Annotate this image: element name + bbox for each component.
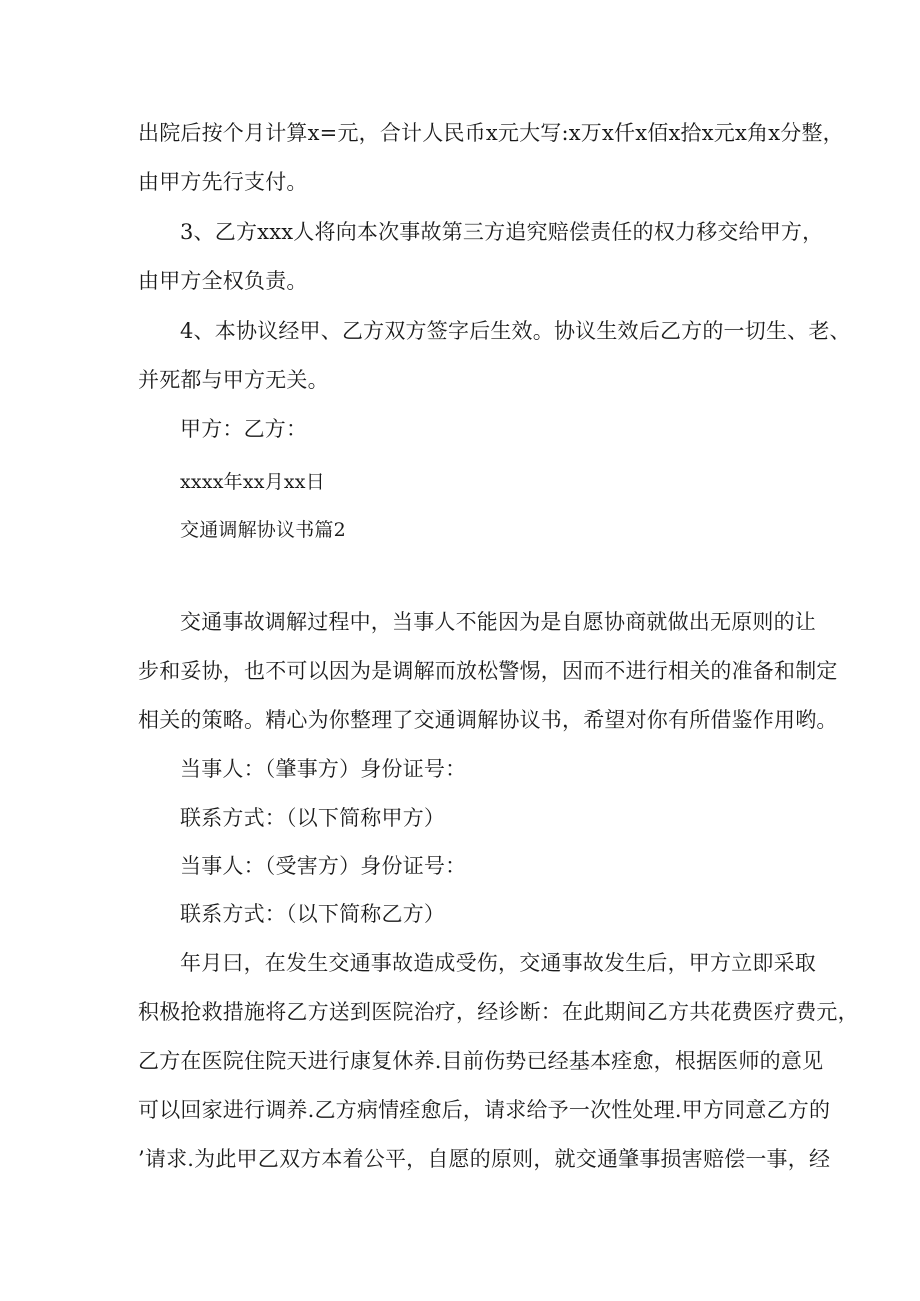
body-line: ’请求.为此甲乙双方本着公平，自愿的原则，就交通肇事损害赔偿一事，经 xyxy=(138,1147,831,1171)
contact-line: 联系方式：（以下简称乙方） xyxy=(180,902,446,926)
clause-4-line: 4、本协议经甲、乙方双方签字后生效。协议生效后乙方的一切生、老、 xyxy=(180,319,851,343)
clause-4-line: 并死都与甲方无关。 xyxy=(138,368,329,392)
clause-3-line: 由甲方全权负责。 xyxy=(138,269,308,293)
clause-3-line: 3、乙方xxx人将向本次事故第三方追究赔偿责任的权力移交给甲方， xyxy=(180,220,824,244)
paragraph-line: 出院后按个月计算x=元，合计人民币x元大写:x万x仟x佰x拾x元x角x分整， xyxy=(138,121,844,145)
intro-line: 交通事故调解过程中，当事人不能因为是自愿协商就做出无原则的让 xyxy=(180,610,816,634)
party-line: 当事人：（肇事方）身份证号： xyxy=(180,757,467,781)
contact-line: 联系方式：（以下简称甲方） xyxy=(180,806,446,830)
party-line: 当事人：（受害方）身份证号： xyxy=(180,854,467,878)
signature-line: 甲方：乙方： xyxy=(180,417,308,441)
section-heading: 交通调解协议书篇2 xyxy=(180,519,346,541)
intro-line: 相关的策略。精心为你整理了交通调解协议书，希望对你有所借鉴作用哟。 xyxy=(138,708,838,732)
paragraph-line: 由甲方先行支付。 xyxy=(138,170,308,194)
intro-line: 步和妥协，也不可以因为是调解而放松警惕，因而不进行相关的准备和制定 xyxy=(138,659,838,683)
body-line: 年月曰，在发生交通事故造成受伤，交通事故发生后，甲方立即采取 xyxy=(180,951,816,975)
body-line: 积极抢救措施将乙方送到医院治疗，经诊断：在此期间乙方共花费医疗费元， xyxy=(138,1000,859,1024)
body-line: 可以回家进行调养.乙方病情痊愈后，请求给予一次性处理.甲方同意乙方的 xyxy=(138,1098,831,1122)
body-line: 乙方在医院住院天进行康复休养.目前伤势已经基本痊愈，根据医师的意见 xyxy=(138,1049,824,1073)
date-line: xxxx年xx月xx日 xyxy=(180,471,325,493)
